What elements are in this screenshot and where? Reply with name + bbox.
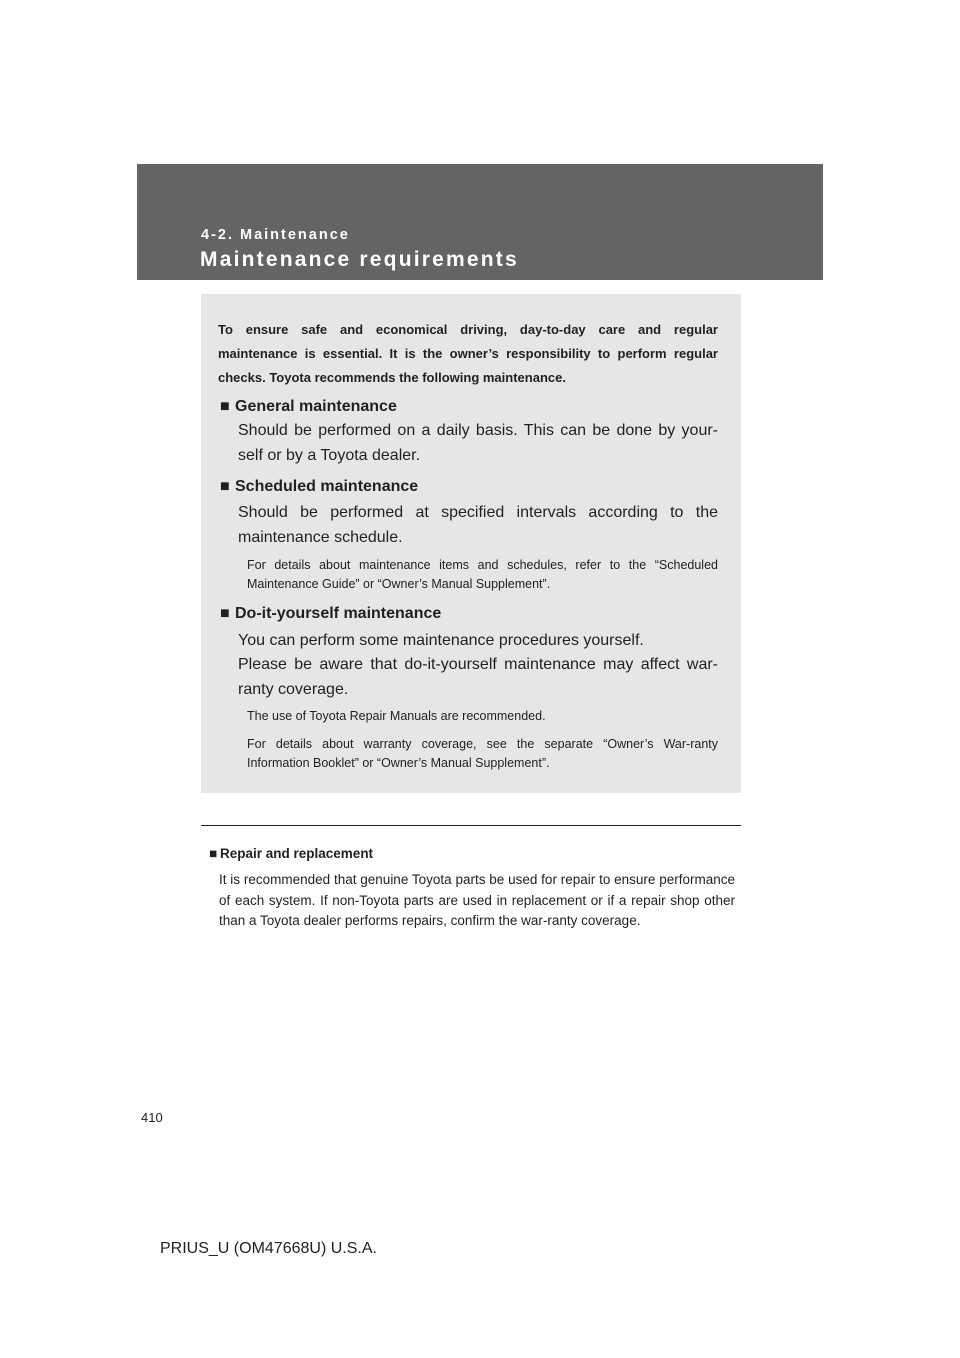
square-bullet-icon: ■	[220, 478, 230, 495]
general-maintenance-title: General maintenance	[235, 398, 397, 415]
scheduled-maintenance-note: For details about maintenance items and schedules, refer to the “Scheduled Maintenance Guide” or “Owner’s Manual Supplement”.	[247, 558, 718, 591]
general-maintenance-heading	[220, 397, 397, 417]
diy-maintenance-title: Do-it-yourself maintenance	[235, 605, 442, 622]
scheduled-maintenance-heading	[220, 477, 418, 497]
page-number: 410	[141, 1110, 163, 1125]
diy-maintenance-text-2: Please be aware that do-it-yourself maintenance may affect war-ranty coverage.	[238, 656, 718, 698]
footer-model-code: PRIUS_U (OM47668U) U.S.A.	[160, 1240, 377, 1257]
section-header	[137, 164, 823, 280]
overview-box	[201, 294, 741, 793]
scheduled-maintenance-title: Scheduled maintenance	[235, 478, 419, 495]
repair-note-text: It is recommended that genuine Toyota parts be used for repair to ensure performance of each system. If non-Toyota parts are used in replacement or if a repair shop other than a Toyota dealer performs repairs, confirm the war-ranty coverage.	[219, 872, 735, 928]
page-title: Maintenance requirements	[200, 248, 519, 271]
diy-maintenance-heading	[220, 604, 441, 624]
diy-maintenance-note-2: For details about warranty coverage, see the separate “Owner’s War-ranty Information Booklet” or “Owner’s Manual Supplement”.	[247, 737, 718, 770]
scheduled-maintenance-text: Should be performed at specified intervals according to the maintenance schedule.	[238, 504, 718, 546]
square-bullet-icon: ■	[209, 846, 218, 861]
square-bullet-icon: ■	[220, 605, 230, 622]
general-maintenance-text: Should be performed on a daily basis. This can be done by your-self or by a Toyota dealer.	[238, 422, 718, 464]
section-label: 4-2. Maintenance	[201, 227, 350, 243]
repair-note-heading	[209, 846, 373, 861]
square-bullet-icon: ■	[220, 398, 230, 415]
intro-text: To ensure safe and economical driving, day-to-day care and regular maintenance is essential. It is the owner’s responsibility to perform regular checks. Toyota recommends the following maintenance.	[218, 322, 718, 385]
diy-maintenance-note-1: The use of Toyota Repair Manuals are recommended.	[247, 709, 546, 723]
section-divider	[201, 825, 741, 826]
diy-maintenance-text-1: You can perform some maintenance procedures yourself.	[238, 632, 644, 649]
repair-note-title: Repair and replacement	[220, 846, 374, 861]
